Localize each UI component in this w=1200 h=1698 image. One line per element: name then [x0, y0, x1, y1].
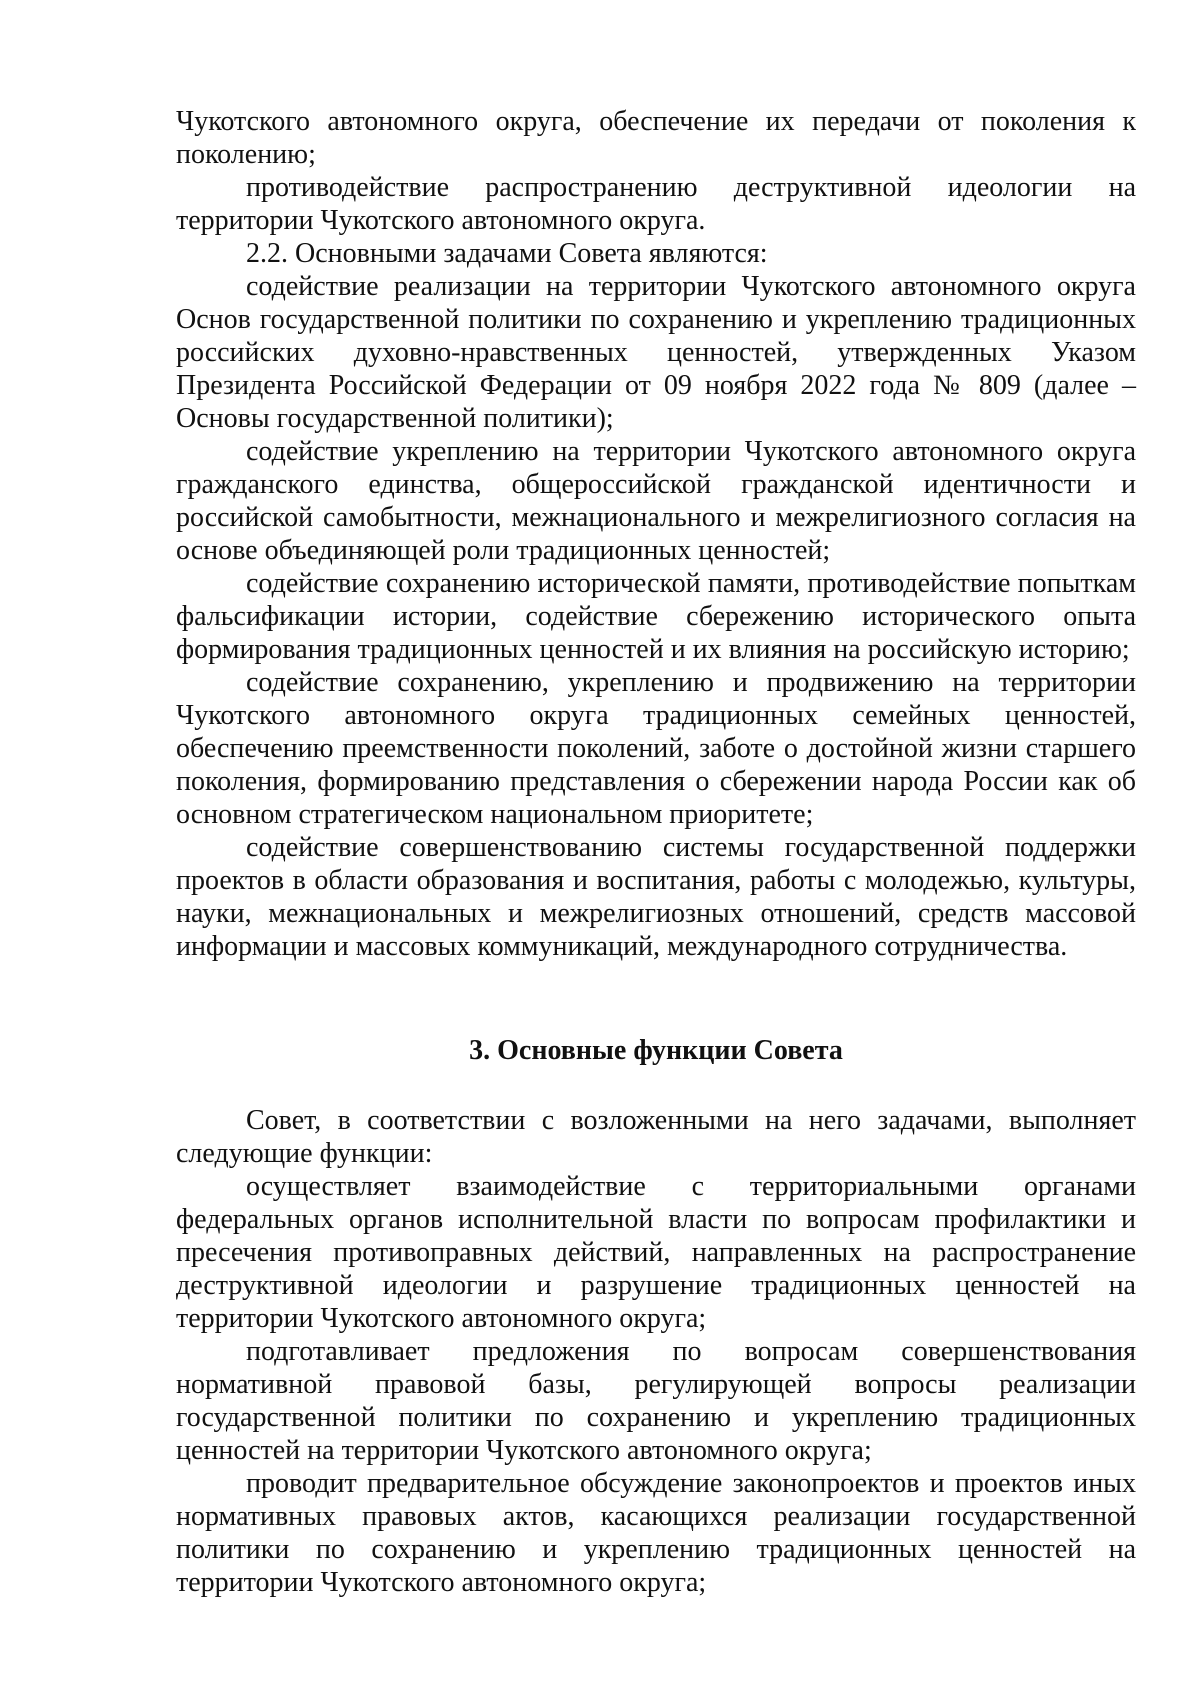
paragraph-function-interaction: осуществляет взаимодействие с территориальными органами федеральных органов исполнительной власти по вопросам профилактики и пресечения противоправных действий, направленных на распространение деструктивной идеологии и разрушение традиционных ценностей на территории Чукотского автономного округа; [176, 1171, 1136, 1334]
paragraph-function-discussion: проводит предварительное обсуждение законопроектов и проектов иных нормативных правовых актов, касающихся реализации государственной политики по сохранению и укреплению традиционных ценностей на территории Чукотского автономного округа; [176, 1468, 1136, 1598]
section-3-heading-block [176, 1034, 1136, 1067]
section-2-text [176, 105, 1136, 963]
paragraph-counteraction: противодействие распространению деструктивной идеологии на территории Чукотского автономного округа. [176, 172, 1136, 236]
paragraph-task-historical-memory: содействие сохранению исторической памяти, противодействие попыткам фальсификации истории, содействие сбережению исторического опыта формирования традиционных ценностей и их влияния на российскую историю; [176, 568, 1136, 665]
paragraph-task-state-support: содействие совершенствованию системы государственной поддержки проектов в области образования и воспитания, работы с молодежью, культуры, науки, межнациональных и межрелигиозных отношений, средств массовой информации и массовых коммуникаций, международного сотрудничества. [176, 832, 1136, 962]
paragraph-task-foundations: содействие реализации на территории Чукотского автономного округа Основ государственной политики по сохранению и укреплению традиционных российских духовно-нравственных ценностей, утвержденных Указом Президента Российской Федерации от 09 ноября 2022 года № 809 (далее – Основы государственной политики); [176, 271, 1136, 434]
paragraph-functions-intro: Совет, в соответствии с возложенными на него задачами, выполняет следующие функции: [176, 1105, 1136, 1169]
paragraph-tasks-intro: 2.2. Основными задачами Совета являются: [246, 238, 768, 269]
section-3-text [176, 1104, 1136, 1599]
paragraph-task-civic-unity: содействие укреплению на территории Чукотского автономного округа гражданского единства, общероссийской гражданской идентичности и российской самобытности, межнационального и межрелигиозного согласия на основе объединяющей роли традиционных ценностей; [176, 436, 1136, 566]
section-heading: 3. Основные функции Совета [469, 1035, 843, 1066]
paragraph-continuation: Чукотского автономного округа, обеспечение их передачи от поколения к поколению; [176, 106, 1136, 170]
paragraph-function-proposals: подготавливает предложения по вопросам совершенствования нормативной правовой базы, регулирующей вопросы реализации государственной политики по сохранению и укреплению традиционных ценностей на территории Чукотского автономного округа; [176, 1336, 1136, 1466]
paragraph-task-family-values: содействие сохранению, укреплению и продвижению на территории Чукотского автономного округа традиционных семейных ценностей, обеспечению преемственности поколений, заботе о достойной жизни старшего поколения, формированию представления о сбережении народа России как об основном стратегическом национальном приоритете; [176, 667, 1136, 830]
